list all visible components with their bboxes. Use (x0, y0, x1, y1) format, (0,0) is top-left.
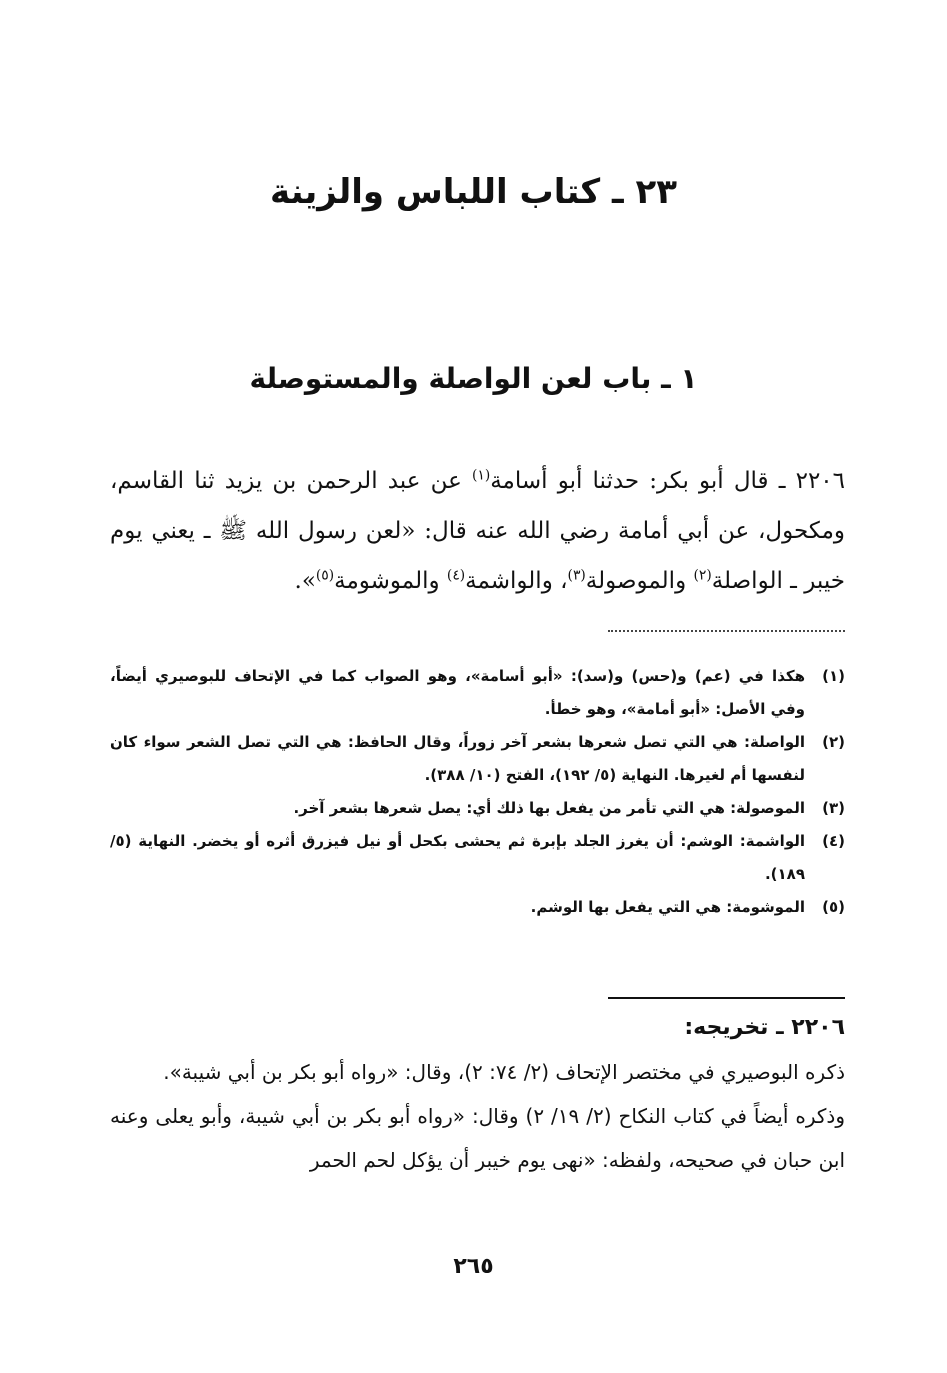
chapter-title: ٢٣ ـ كتاب اللباس والزينة (270, 172, 677, 212)
footnote-dotted-divider (608, 630, 845, 632)
footnote-number: (١) (822, 667, 845, 685)
footnote-item (110, 891, 845, 924)
footnote-number: (٥) (822, 898, 845, 916)
page-number: ٢٦٥ (453, 1254, 494, 1279)
takhrij-paragraph: وذكره أيضاً في كتاب النكاح (٢/ ١٩/ ٢) وقال: «رواه أبو بكر بن أبي شيبة، وأبو يعلى وعنه ابن حبان في صحيحه، ولفظه: «نهى يوم خيبر أن يؤكل لحم الحمر (110, 1104, 845, 1172)
footnote-text: هكذا في (عم) و(حس) و(سد): «أبو أسامة»، وهو الصواب كما في الإتحاف للبوصيري أيضاً، وفي الأصل: «أبو أمامة»، وهو خطأ. (110, 667, 805, 718)
hadith-part-5: والموشومة (334, 568, 447, 594)
hadith-part-3: والموصولة (585, 568, 694, 594)
footnote-text: الواشمة: الوشم: أن يغرز الجلد بإبرة ثم يحشى بكحل أو نيل فيزرق أثره أو يخضر. النهاية (٥/ ١٨٩). (110, 832, 805, 883)
footnote-item (110, 825, 845, 891)
footnote-ref-5: (٥) (315, 567, 335, 584)
hadith-part-4: ، والواشمة (465, 568, 568, 594)
footnote-text: الموصولة: هي التي تأمر من يفعل بها ذلك أي: يصل شعرها بشعر آخر. (293, 799, 805, 817)
hadith-text (110, 456, 845, 606)
footnote-text: الموشومة: هي التي يفعل بها الوشم. (530, 898, 805, 916)
takhrij-paragraph: ذكره البوصيري في مختصر الإتحاف (٢/ ٧٤: ٢)، وقال: «رواه أبو بكر بن أبي شيبة». (163, 1060, 845, 1084)
hadith-number: ٢٢٠٦ (795, 468, 846, 494)
footnote-ref-2: (٢) (693, 567, 712, 584)
footnote-item (110, 726, 845, 792)
footnote-item (110, 792, 845, 825)
hadith-part-1: قال أبو بكر: حدثنا أبو أسامة (490, 468, 769, 494)
footnote-item (110, 660, 845, 726)
footnote-ref-4: (٤) (446, 567, 466, 584)
footnote-ref-1: (١) (472, 467, 491, 484)
section-title: ١ ـ باب لعن الواصلة والمستوصلة (249, 362, 698, 395)
footnote-number: (٤) (822, 832, 845, 850)
footnote-text: الواصلة: هي التي تصل شعرها بشعر آخر زوراً، وقال الحافظ: هي التي تصل الشعر سواء كان لنفسها أم لغيرها. النهاية (٥/ ١٩٢)، الفتح (١٠/ ٣٨٨). (110, 733, 805, 784)
footnotes-list (110, 660, 845, 924)
takhrij-separator-line (608, 997, 845, 999)
hadith-part-6: ». (294, 568, 316, 594)
hadith-part-2: عن عبد الرحمن بن يزيد ثنا القاسم، ومكحول، عن أبي أمامة رضي الله عنه قال: «لعن رسول الله ﷺ ـ يعني يوم خيبر ـ الواصلة (110, 468, 845, 594)
takhrij-heading: ٢٢٠٦ ـ تخريجه: (684, 1015, 845, 1040)
footnote-number: (٢) (822, 733, 845, 751)
takhrij-body (110, 1050, 845, 1182)
footnote-number: (٣) (822, 799, 845, 817)
footnote-ref-3: (٣) (567, 567, 586, 584)
hadith-dash: ـ (768, 468, 796, 494)
